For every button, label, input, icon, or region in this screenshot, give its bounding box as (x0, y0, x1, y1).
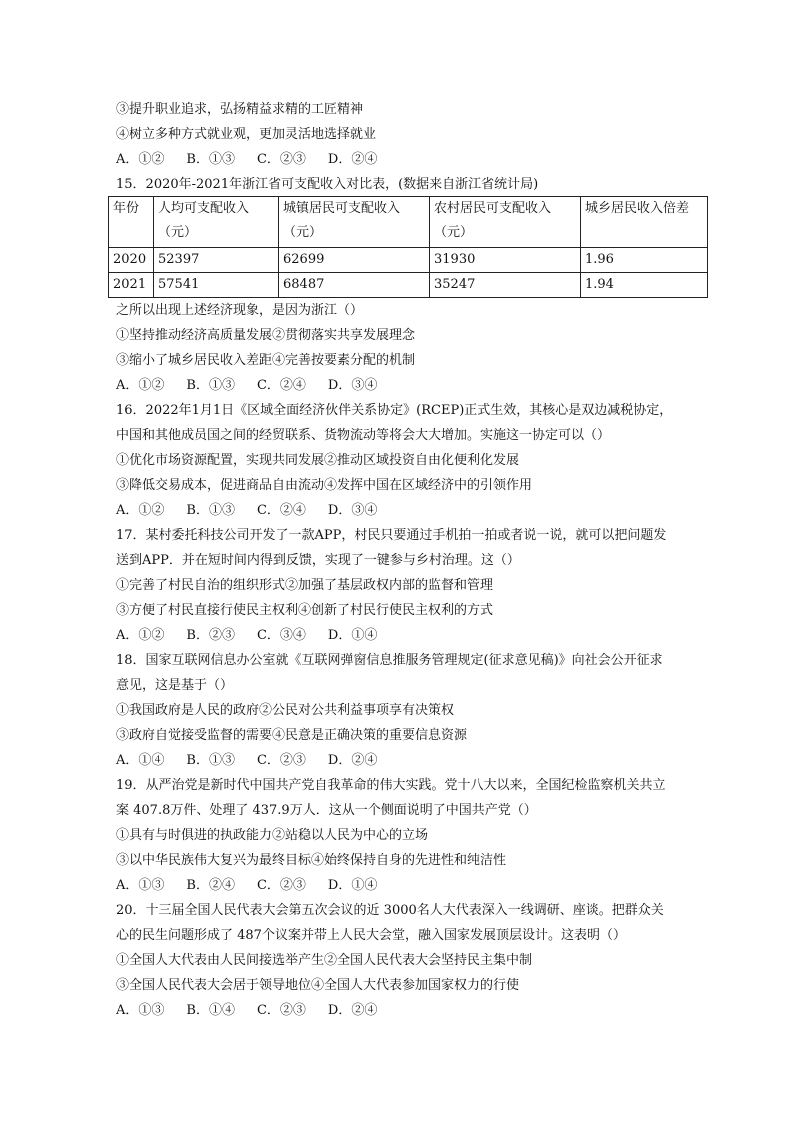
option-c: C．③④ (256, 628, 306, 643)
q17-options (116, 628, 377, 644)
q15-statements-1-2: ①坚持推动经济高质量发展②贯彻落实共享发展理念 (116, 328, 416, 343)
header-year: 年份 (109, 197, 154, 248)
q20-stem-line-1: 20．十三届全国人民代表大会第五次会议的近 3000名人大代表深入一线调研、座谈。把群众关 (116, 903, 664, 918)
option-c: C．②③ (256, 1003, 306, 1018)
q19-stem-line-2: 案 407.8万件、处理了 437.9万人．这从一个侧面说明了中国共产党（） (116, 803, 537, 818)
q16-statements-1-2: ①优化市场资源配置，实现共同发展②推动区域投资自由化便利化发展 (116, 453, 520, 468)
q20-statements-3-4: ③全国人民代表大会居于领导地位④全国人大代表参加国家权力的行使 (116, 978, 520, 993)
q16-statements-3-4: ③降低交易成本，促进商品自由流动④发挥中国在区域经济中的引领作用 (116, 478, 533, 493)
q19-stem-line-1: 19．从严治党是新时代中国共产党自我革命的伟大实践。党十八大以来，全国纪检监察机关共立 (116, 778, 666, 793)
option-b: B．②③ (186, 628, 235, 643)
option-c: C．②③ (256, 753, 306, 768)
q14-options (116, 152, 377, 168)
option-a: A．①③ (116, 1003, 165, 1018)
cell-ratio: 1.94 (581, 273, 708, 298)
q20-options (116, 1003, 377, 1019)
option-d: D．①④ (327, 628, 378, 643)
q16-stem-line-2: 中国和其他成员国之间的经贸联系、货物流动等将会大大增加。实施这一协定可以（） (116, 428, 611, 443)
option-c: C．②④ (256, 378, 306, 393)
q18-stem-line-2: 意见，这是基于（） (116, 678, 234, 693)
q17-stem-line-2: 送到APP．并在短时间内得到反馈，实现了一键参与乡村治理。这（） (116, 553, 520, 568)
q15-options (116, 378, 377, 394)
table-row (109, 248, 708, 273)
q17-stem-line-1: 17．某村委托科技公司开发了一款APP，村民只要通过手机拍一拍或者说一说，就可以把问题发 (116, 528, 667, 543)
option-b: B．①④ (186, 1003, 235, 1018)
cell-year: 2020 (109, 248, 154, 273)
option-c: C．②④ (256, 503, 306, 518)
option-a: A．①④ (116, 753, 165, 768)
q18-options (116, 753, 377, 769)
q15-statements-3-4: ③缩小了城乡居民收入差距④完善按要素分配的机制 (116, 353, 416, 368)
option-b: B．①③ (186, 152, 235, 167)
header-urban: 城镇居民可支配收入（元） (279, 197, 430, 248)
option-d: D．②④ (327, 1003, 378, 1018)
cell-rural: 35247 (430, 273, 581, 298)
q18-statements-1-2: ①我国政府是人民的政府②公民对公共利益事项享有决策权 (116, 703, 455, 718)
q18-statements-3-4: ③政府自觉接受监督的需要④民意是正确决策的重要信息资源 (116, 728, 468, 743)
option-c: C．②③ (256, 878, 306, 893)
cell-urban: 68487 (279, 273, 430, 298)
option-b: B．①③ (186, 753, 235, 768)
q16-options (116, 503, 377, 519)
q19-statements-3-4: ③以中华民族伟大复兴为最终目标④始终保持自身的先进性和纯洁性 (116, 853, 507, 868)
header-per-capita: 人均可支配收入（元） (154, 197, 279, 248)
q17-statements-3-4: ③方便了村民直接行使民主权利④创新了村民行使民主权利的方式 (116, 603, 494, 618)
option-b: B．①③ (186, 503, 235, 518)
option-c: C．②③ (256, 152, 306, 167)
q20-statements-1-2: ①全国人大代表由人民间接选举产生②全国人民代表大会坚持民主集中制 (116, 953, 533, 968)
option-d: D．①④ (327, 878, 378, 893)
option-d: D．③④ (327, 503, 378, 518)
option-d: D．②④ (327, 753, 378, 768)
option-d: D．③④ (327, 378, 378, 393)
option-b: B．②④ (186, 878, 235, 893)
option-b: B．①③ (186, 378, 235, 393)
table-row (109, 273, 708, 298)
cell-rural: 31930 (430, 248, 581, 273)
q17-statements-1-2: ①完善了村民自治的组织形式②加强了基层政权内部的监督和管理 (116, 578, 494, 593)
option-a: A．①② (116, 152, 165, 167)
q18-stem-line-1: 18．国家互联网信息办公室就《互联网弹窗信息推服务管理规定(征求意见稿)》向社会公开征求 (116, 653, 663, 668)
option-a: A．①② (116, 628, 165, 643)
cell-per-capita: 57541 (154, 273, 279, 298)
option-a: A．①② (116, 378, 165, 393)
income-table (108, 196, 708, 298)
q20-stem-line-2: 心的民生问题形成了 487个议案并带上人民大会堂，融入国家发展顶层设计。这表明（） (116, 928, 626, 943)
cell-ratio: 1.96 (581, 248, 708, 273)
header-rural: 农村居民可支配收入（元） (430, 197, 581, 248)
q19-statements-1-2: ①具有与时俱进的执政能力②站稳以人民为中心的立场 (116, 828, 429, 843)
cell-year: 2021 (109, 273, 154, 298)
header-ratio: 城乡居民收入倍差 (581, 197, 708, 248)
q14-statement-3: ③提升职业追求，弘扬精益求精的工匠精神 (116, 102, 364, 117)
option-d: D．②④ (327, 152, 378, 167)
table-header-row (109, 197, 708, 248)
option-a: A．①② (116, 503, 165, 518)
q16-stem-line-1: 16．2022年1月1日《区域全面经济伙伴关系协定》(RCEP)正式生效，其核心是双边减税协定， (116, 403, 673, 418)
q15-title: 15．2020年-2021年浙江省可支配收入对比表，(数据来自浙江省统计局) (116, 177, 539, 192)
q15-question: 之所以出现上述经济现象，是因为浙江（） (116, 303, 364, 318)
cell-per-capita: 52397 (154, 248, 279, 273)
q14-statement-4: ④树立多种方式就业观，更加灵活地选择就业 (116, 127, 377, 142)
option-a: A．①③ (116, 878, 165, 893)
q19-options (116, 878, 377, 894)
cell-urban: 62699 (279, 248, 430, 273)
